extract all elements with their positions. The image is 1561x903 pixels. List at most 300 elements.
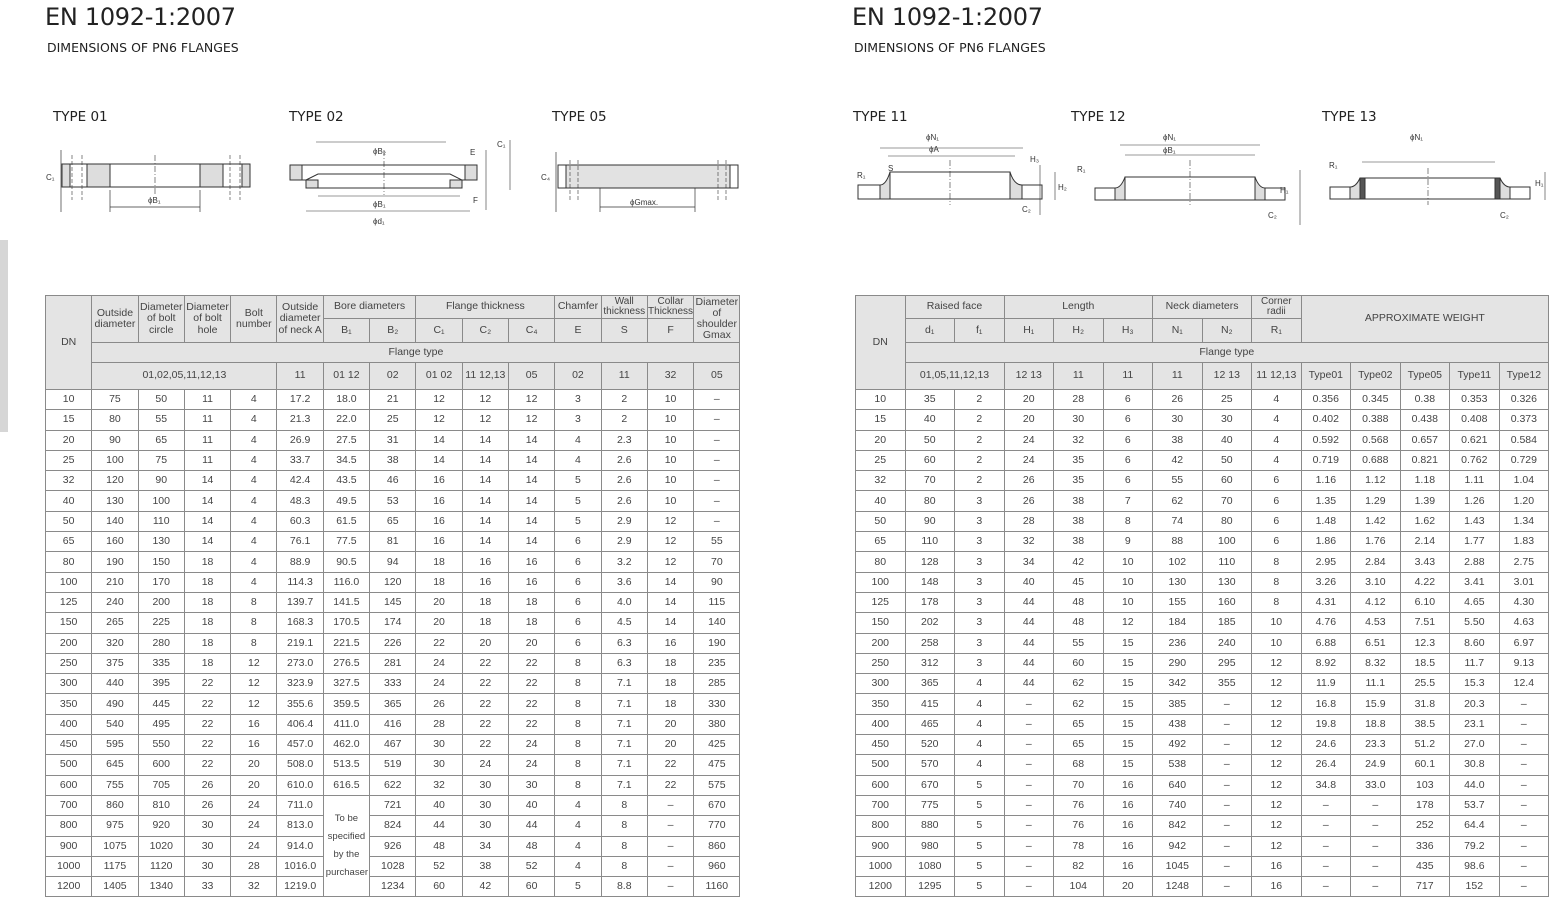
hdr-wall: Wall thickness	[601, 296, 647, 319]
t05-gmax-label: ϕGmax.	[630, 198, 659, 207]
table-cell: 8	[555, 674, 601, 694]
table-cell: 140	[92, 511, 138, 531]
t02-b2-label: ϕB₂	[373, 147, 386, 156]
table-cell: 2.95	[1301, 552, 1351, 572]
table-cell: 30	[1054, 410, 1104, 430]
table-cell: 100	[138, 491, 184, 511]
table-cell: 411.0	[323, 714, 369, 734]
table-cell: 10	[1103, 572, 1153, 592]
table-cell: 3	[955, 592, 1005, 612]
table-cell: 1.83	[1499, 532, 1549, 552]
table-cell: 4.30	[1499, 592, 1549, 612]
table-cell: 1120	[138, 856, 184, 876]
dn-cell: 500	[46, 755, 92, 775]
table-cell: 15	[1103, 694, 1153, 714]
table-cell: 1.43	[1450, 511, 1500, 531]
table-cell: 492	[1153, 735, 1203, 755]
table-cell: 16	[1103, 856, 1153, 876]
table-cell: 141.5	[323, 592, 369, 612]
table-cell: 12	[1252, 735, 1302, 755]
hdr-bolt-number: Bolt number	[231, 296, 277, 343]
table-cell: 20	[231, 755, 277, 775]
table-cell: 395	[138, 674, 184, 694]
table-cell: 365	[370, 694, 416, 714]
table-cell: 22	[508, 694, 554, 714]
table-cell: 5	[955, 877, 1005, 897]
table-cell: 467	[370, 735, 416, 755]
table-cell: 20	[1103, 877, 1153, 897]
table-cell: 740	[1153, 795, 1203, 815]
table-cell: 5	[555, 877, 601, 897]
table-cell: 18	[462, 613, 508, 633]
table-cell: 406.4	[277, 714, 323, 734]
hdr-type: 02	[370, 363, 416, 390]
table-cell: 6	[1252, 532, 1302, 552]
table-cell: –	[1351, 795, 1401, 815]
table-cell: 12	[462, 390, 508, 410]
table-cell: 102	[1153, 552, 1203, 572]
purchaser-note-cell: To be specified by the purchaser	[323, 795, 369, 896]
table-cell: 3.41	[1450, 572, 1500, 592]
table-cell: –	[1301, 795, 1351, 815]
table-cell: 5.50	[1450, 613, 1500, 633]
table-cell: 38	[370, 450, 416, 470]
table-cell: 61.5	[323, 511, 369, 531]
table-cell: 31.8	[1400, 694, 1450, 714]
table-cell: 3.6	[601, 572, 647, 592]
table-cell: 0.345	[1351, 390, 1401, 410]
dn-cell: 10	[856, 390, 906, 410]
table-cell: 30.8	[1450, 755, 1500, 775]
table-cell: 32	[416, 775, 462, 795]
dn-cell: 600	[856, 775, 906, 795]
table-row	[856, 532, 1549, 552]
table-cell: 12	[647, 552, 693, 572]
table-cell: 34.5	[323, 450, 369, 470]
table-cell: 1080	[905, 856, 955, 876]
table-cell: 1.62	[1400, 511, 1450, 531]
table-cell: 184	[1153, 613, 1203, 633]
table-cell: 920	[138, 816, 184, 836]
table-cell: 32	[1004, 532, 1054, 552]
table-cell: 4	[231, 532, 277, 552]
table-row	[856, 755, 1549, 775]
table-cell: 3	[955, 511, 1005, 531]
t01-b1-label: ϕB₁	[148, 196, 161, 205]
table-cell: 235	[694, 653, 740, 673]
table-cell: 14	[416, 430, 462, 450]
table-cell: 148	[905, 572, 955, 592]
table-cell: 670	[694, 795, 740, 815]
dn-cell: 125	[856, 592, 906, 612]
table-cell: 22	[462, 735, 508, 755]
table-cell: 14	[462, 430, 508, 450]
table-cell: 18	[184, 552, 230, 572]
hdr-type: 01,05,11,12,13	[905, 363, 1004, 390]
t12-r1-label: R₁	[1077, 165, 1086, 174]
hdr-h1: H₁	[1004, 319, 1054, 343]
table-cell: 40	[1202, 430, 1252, 450]
hdr-type: Type11	[1450, 363, 1500, 390]
table-cell: 0.388	[1351, 410, 1401, 430]
table-cell: 75	[138, 450, 184, 470]
table-cell: 9.13	[1499, 653, 1549, 673]
left-subtitle: DIMENSIONS OF PN6 FLANGES	[47, 40, 239, 55]
table-cell: 4	[231, 390, 277, 410]
table-cell: 4	[231, 471, 277, 491]
table-cell: 18	[416, 572, 462, 592]
table-cell: 1028	[370, 856, 416, 876]
hdr-f1: f₁	[955, 319, 1005, 343]
table-cell: 0.592	[1301, 430, 1351, 450]
table-cell: 16	[416, 532, 462, 552]
table-cell: 14	[184, 511, 230, 531]
table-cell: 330	[694, 694, 740, 714]
table-row	[856, 653, 1549, 673]
table-cell: 320	[92, 633, 138, 653]
dn-cell: 600	[46, 775, 92, 795]
table-cell: 24	[416, 674, 462, 694]
table-cell: 60	[416, 877, 462, 897]
table-row	[856, 714, 1549, 734]
table-cell: 11	[184, 430, 230, 450]
table-cell: 15.3	[1450, 674, 1500, 694]
table-row	[46, 471, 740, 491]
table-cell: 824	[370, 816, 416, 836]
table-cell: 18	[647, 674, 693, 694]
table-cell: 1.20	[1499, 491, 1549, 511]
table-row	[856, 674, 1549, 694]
table-cell: 15.9	[1351, 694, 1401, 714]
t11-c2-label: C₂	[1022, 205, 1031, 214]
table-cell: 1295	[905, 877, 955, 897]
table-cell: 8	[1252, 572, 1302, 592]
table-row	[856, 775, 1549, 795]
table-cell: 570	[905, 755, 955, 775]
table-cell: 62	[1153, 491, 1203, 511]
table-cell: 24	[462, 755, 508, 775]
table-cell: 3.43	[1400, 552, 1450, 572]
table-cell: 2.14	[1400, 532, 1450, 552]
left-flange-diagrams	[0, 0, 780, 240]
table-cell: 28	[1004, 511, 1054, 531]
table-cell: 16	[647, 633, 693, 653]
hdr-type: Type12	[1499, 363, 1549, 390]
table-cell: 52	[508, 856, 554, 876]
table-cell: 18	[508, 613, 554, 633]
table-cell: 116.0	[323, 572, 369, 592]
table-cell: 281	[370, 653, 416, 673]
table-cell: 38	[462, 856, 508, 876]
table-row	[856, 877, 1549, 897]
table-cell: 942	[1153, 836, 1203, 856]
table-cell: 12	[1252, 775, 1302, 795]
table-cell: 70	[1054, 775, 1104, 795]
table-cell: 12	[416, 390, 462, 410]
table-cell: 616.5	[323, 775, 369, 795]
table-cell: 12	[1103, 613, 1153, 633]
table-cell: 168.3	[277, 613, 323, 633]
table-cell: 12	[1252, 714, 1302, 734]
hdr-type: 05	[508, 363, 554, 390]
table-cell: 30	[462, 816, 508, 836]
table-cell: 103	[1400, 775, 1450, 795]
table-cell: 4	[231, 410, 277, 430]
table-cell: 16	[1103, 836, 1153, 856]
table-cell: 5	[955, 836, 1005, 856]
table-cell: 12	[1252, 836, 1302, 856]
dn-cell: 25	[46, 450, 92, 470]
hdr-b2: B₂	[370, 319, 416, 343]
table-cell: 43.5	[323, 471, 369, 491]
table-cell: 94	[370, 552, 416, 572]
table-cell: 520	[905, 735, 955, 755]
table-cell: –	[1499, 714, 1549, 734]
hdr-chamfer: Chamfer	[555, 296, 601, 319]
table-cell: 40	[508, 795, 554, 815]
table-cell: 16	[231, 735, 277, 755]
table-cell: –	[1499, 755, 1549, 775]
table-cell: 2	[955, 390, 1005, 410]
table-cell: 80	[905, 491, 955, 511]
type-05-label: TYPE 05	[552, 109, 607, 125]
table-cell: 60.3	[277, 511, 323, 531]
hdr-shoulder: Diameter of shoulder Gmax	[695, 295, 739, 342]
table-cell: 30	[1202, 410, 1252, 430]
table-cell: 22	[184, 755, 230, 775]
table-cell: 210	[92, 572, 138, 592]
table-cell: 0.688	[1351, 450, 1401, 470]
table-row	[856, 694, 1549, 714]
table-cell: 62	[1054, 674, 1104, 694]
table-cell: 15	[1103, 735, 1153, 755]
hdr-bore: Bore diameters	[323, 296, 416, 319]
table-cell: 35	[905, 390, 955, 410]
table-cell: 38	[1054, 491, 1104, 511]
table-cell: 44	[508, 816, 554, 836]
table-row	[46, 572, 740, 592]
table-cell: –	[1004, 755, 1054, 775]
table-cell: 18.5	[1400, 653, 1450, 673]
table-row	[46, 633, 740, 653]
table-row	[856, 511, 1549, 531]
table-cell: 22	[462, 653, 508, 673]
table-cell: 842	[1153, 816, 1203, 836]
dn-cell: 350	[46, 694, 92, 714]
table-cell: 11.9	[1301, 674, 1351, 694]
table-cell: 178	[1400, 795, 1450, 815]
table-cell: –	[1004, 694, 1054, 714]
table-cell: 10	[1103, 552, 1153, 572]
dn-cell: 15	[46, 410, 92, 430]
table-cell: 120	[370, 572, 416, 592]
table-cell: 30	[462, 795, 508, 815]
table-cell: 34.8	[1301, 775, 1351, 795]
table-row	[856, 491, 1549, 511]
table-cell: 48	[1054, 592, 1104, 612]
table-cell: 88	[1153, 532, 1203, 552]
table-cell: 2.9	[601, 511, 647, 531]
table-cell: 335	[138, 653, 184, 673]
table-cell: –	[694, 471, 740, 491]
dn-cell: 25	[856, 450, 906, 470]
table-cell: –	[1499, 856, 1549, 876]
table-cell: 130	[1202, 572, 1252, 592]
table-cell: 445	[138, 694, 184, 714]
table-cell: 33.0	[1351, 775, 1401, 795]
table-cell: 60	[508, 877, 554, 897]
table-cell: 3	[955, 613, 1005, 633]
table-cell: 327.5	[323, 674, 369, 694]
table-cell: 14	[416, 450, 462, 470]
table-cell: 30	[416, 735, 462, 755]
table-cell: 4.63	[1499, 613, 1549, 633]
hdr-neck: Outside diameter of neck A	[277, 296, 323, 343]
table-cell: 252	[1400, 816, 1450, 836]
table-cell: 8	[555, 775, 601, 795]
t13-h1-label: H₁	[1535, 179, 1544, 188]
table-cell: 8.92	[1301, 653, 1351, 673]
table-cell: 24	[1004, 430, 1054, 450]
hdr-r1: R₁	[1252, 319, 1302, 343]
table-cell: 38	[1153, 430, 1203, 450]
table-cell: 22	[184, 694, 230, 714]
table-cell: 1.16	[1301, 471, 1351, 491]
table-cell: 813.0	[277, 816, 323, 836]
table-cell: 30	[462, 775, 508, 795]
table-cell: 4	[231, 511, 277, 531]
hdr-type: 01 12	[323, 363, 369, 390]
table-cell: 2.88	[1450, 552, 1500, 572]
table-cell: 8	[231, 633, 277, 653]
table-cell: 76	[1054, 816, 1104, 836]
table-cell: 8	[555, 714, 601, 734]
table-cell: 16	[416, 491, 462, 511]
table-cell: 16	[231, 714, 277, 734]
table-cell: 1.77	[1450, 532, 1500, 552]
table-cell: 770	[694, 816, 740, 836]
table-cell: 26	[416, 694, 462, 714]
dn-cell: 450	[46, 735, 92, 755]
t02-b1-label: ϕB₁	[373, 200, 386, 209]
table-cell: 4.65	[1450, 592, 1500, 612]
table-cell: –	[1004, 877, 1054, 897]
table-cell: 130	[92, 491, 138, 511]
table-cell: 42.4	[277, 471, 323, 491]
table-cell: 18	[416, 552, 462, 572]
table-cell: 60	[1202, 471, 1252, 491]
table-cell: 490	[92, 694, 138, 714]
table-cell: 22	[184, 674, 230, 694]
hdr-type: 11	[1054, 363, 1104, 390]
page-edge-marker	[0, 240, 8, 432]
table-cell: 14	[462, 491, 508, 511]
table-cell: 3	[555, 390, 601, 410]
type-02-label: TYPE 02	[289, 109, 344, 125]
hdr-c2: C₂	[462, 319, 508, 343]
table-cell: 4.76	[1301, 613, 1351, 633]
table-cell: 26.9	[277, 430, 323, 450]
hdr-type: 12 13	[1202, 363, 1252, 390]
table-cell: 8	[231, 592, 277, 612]
dn-cell: 150	[856, 613, 906, 633]
table-cell: 90	[905, 511, 955, 531]
table-cell: 465	[905, 714, 955, 734]
dn-cell: 1000	[46, 856, 92, 876]
table-cell: 14	[462, 450, 508, 470]
table-cell: 44	[416, 816, 462, 836]
table-row	[856, 572, 1549, 592]
table-cell: 10	[647, 450, 693, 470]
table-cell: 4.0	[601, 592, 647, 612]
table-cell: 359.5	[323, 694, 369, 714]
table-cell: 20	[231, 775, 277, 795]
table-cell: 23.1	[1450, 714, 1500, 734]
table-row	[856, 430, 1549, 450]
table-cell: 1.76	[1351, 532, 1401, 552]
table-cell: 538	[1153, 755, 1203, 775]
table-row	[856, 633, 1549, 653]
table-cell: 8.60	[1450, 633, 1500, 653]
table-cell: 5	[955, 775, 1005, 795]
table-cell: 115	[694, 592, 740, 612]
table-cell: –	[1499, 816, 1549, 836]
table-cell: 60	[905, 450, 955, 470]
table-cell: 6.3	[601, 633, 647, 653]
table-row	[46, 856, 740, 876]
table-cell: 14	[462, 471, 508, 491]
dn-cell: 1200	[856, 877, 906, 897]
table-cell: 6	[555, 552, 601, 572]
table-cell: 14	[508, 491, 554, 511]
table-cell: 16	[508, 552, 554, 572]
table-cell: 365	[905, 674, 955, 694]
table-cell: 46	[370, 471, 416, 491]
table-cell: 15	[1103, 714, 1153, 734]
table-cell: 24	[231, 795, 277, 815]
dn-cell: 50	[46, 511, 92, 531]
table-cell: 11	[184, 410, 230, 430]
table-cell: 22	[508, 653, 554, 673]
table-cell: 0.38	[1400, 390, 1450, 410]
table-cell: 0.821	[1400, 450, 1450, 470]
dn-cell: 32	[856, 471, 906, 491]
table-cell: 128	[905, 552, 955, 572]
table-cell: –	[1499, 735, 1549, 755]
table-cell: 40	[416, 795, 462, 815]
table-cell: 3.01	[1499, 572, 1549, 592]
table-cell: 219.1	[277, 633, 323, 653]
table-cell: 236	[1153, 633, 1203, 653]
table-cell: 40	[1004, 572, 1054, 592]
table-cell: 26	[184, 795, 230, 815]
table-cell: 110	[138, 511, 184, 531]
table-cell: 20	[416, 613, 462, 633]
table-cell: –	[694, 450, 740, 470]
table-cell: 98.6	[1450, 856, 1500, 876]
table-cell: 16	[1252, 856, 1302, 876]
hdr-dn: DN	[856, 296, 906, 390]
table-cell: 18.8	[1351, 714, 1401, 734]
table-cell: 10	[647, 390, 693, 410]
table-cell: 18	[184, 653, 230, 673]
table-cell: 4	[555, 430, 601, 450]
table-cell: 76	[1054, 795, 1104, 815]
table-cell: 6.51	[1351, 633, 1401, 653]
table-cell: 7.1	[601, 714, 647, 734]
table-cell: 190	[92, 552, 138, 572]
hdr-type: 32	[647, 363, 693, 390]
